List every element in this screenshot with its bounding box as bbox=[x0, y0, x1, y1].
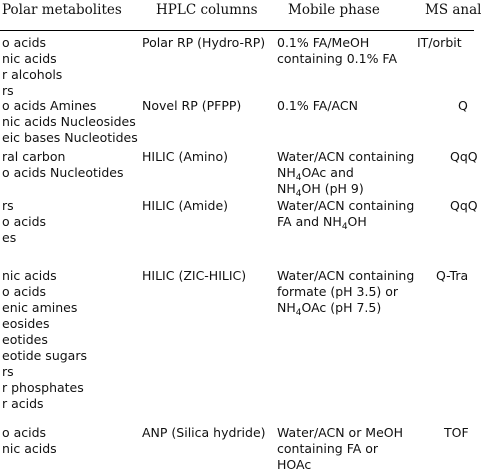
mobile-line: FA and $NH_4OH$ bbox=[277, 214, 367, 232]
row-4-ms: QqQ bbox=[450, 198, 478, 213]
metabolite-item: rs bbox=[2, 83, 14, 98]
mobile-line: $NH_4OAc$ (pH 7.5) bbox=[277, 300, 382, 318]
mobile-line: $NH_4OAc$ and bbox=[277, 165, 354, 183]
mobile-line: Water/ACN containing bbox=[277, 149, 415, 164]
mobile-line: formate (pH 3.5) or bbox=[277, 284, 399, 299]
metabolite-item: nic acids bbox=[2, 441, 57, 456]
mobile-line: Water/ACN containing bbox=[277, 268, 415, 283]
row-6-ms: TOF bbox=[444, 425, 469, 440]
mobile-line: 0.1% FA/MeOH bbox=[277, 35, 370, 50]
row-6-metabolites bbox=[2, 425, 57, 457]
metabolite-item: eotide sugars bbox=[2, 348, 87, 363]
header-mobile-phase: Mobile phase bbox=[288, 2, 380, 18]
metabolite-item: nic acids Nucleosides bbox=[2, 114, 136, 129]
metabolite-item: o acids Nucleotides bbox=[2, 165, 124, 180]
metabolite-item: o acids bbox=[2, 284, 47, 299]
row-1-metabolites bbox=[2, 35, 62, 99]
metabolite-item: r alcohols bbox=[2, 67, 63, 82]
metabolite-item: rs bbox=[2, 198, 14, 213]
metabolite-item: enic amines bbox=[2, 300, 78, 315]
row-4-mobile-phase bbox=[277, 198, 414, 230]
metabolite-item: r acids bbox=[2, 396, 44, 411]
metabolite-item: es bbox=[2, 230, 17, 245]
row-5-metabolites bbox=[2, 268, 87, 412]
metabolite-item: rs bbox=[2, 364, 14, 379]
row-5-column: HILIC (ZIC-HILIC) bbox=[142, 268, 247, 283]
row-2-column: Novel RP (PFPP) bbox=[142, 98, 242, 113]
mobile-line: HOAc bbox=[277, 457, 312, 472]
row-2-mobile-phase bbox=[277, 98, 358, 114]
row-5-mobile-phase bbox=[277, 268, 414, 316]
metabolite-item: ral carbon bbox=[2, 149, 66, 164]
mobile-line: Water/ACN containing bbox=[277, 198, 415, 213]
row-6-mobile-phase bbox=[277, 425, 403, 473]
row-5-ms: Q-Tra bbox=[436, 268, 469, 283]
metabolite-item: eotides bbox=[2, 332, 48, 347]
metabolite-item: r phosphates bbox=[2, 380, 84, 395]
row-6-column: ANP (Silica hydride) bbox=[142, 425, 266, 440]
mobile-line: Water/ACN or MeOH bbox=[277, 425, 404, 440]
metabolite-item: o acids bbox=[2, 35, 47, 50]
row-3-metabolites bbox=[2, 149, 124, 181]
mobile-line: containing FA or bbox=[277, 441, 379, 456]
row-2-metabolites bbox=[2, 98, 138, 146]
metabolite-item: o acids bbox=[2, 214, 47, 229]
row-3-mobile-phase bbox=[277, 149, 414, 197]
metabolite-item: eosides bbox=[2, 316, 50, 331]
mobile-line: containing 0.1% FA bbox=[277, 51, 398, 66]
metabolite-item: nic acids bbox=[2, 268, 57, 283]
header-polar-metabolites: Polar metabolites bbox=[2, 2, 122, 18]
mobile-line: 0.1% FA/ACN bbox=[277, 98, 358, 113]
table-header bbox=[0, 0, 481, 31]
row-1-mobile-phase bbox=[277, 35, 397, 67]
metabolite-item: o acids bbox=[2, 425, 47, 440]
row-4-column: HILIC (Amide) bbox=[142, 198, 229, 213]
row-2-ms: Q bbox=[458, 98, 468, 113]
metabolite-item: nic acids bbox=[2, 51, 57, 66]
header-hplc-columns: HPLC columns bbox=[156, 2, 258, 18]
row-1-column: Polar RP (Hydro-RP) bbox=[142, 35, 266, 50]
row-4-metabolites bbox=[2, 198, 46, 246]
metabolite-item: eic bases Nucleotides bbox=[2, 130, 138, 145]
header-ms-analyzer: MS anal bbox=[425, 2, 481, 18]
row-3-ms: QqQ bbox=[450, 149, 478, 164]
row-1-ms: IT/orbit bbox=[417, 35, 462, 50]
metabolite-item: o acids Amines bbox=[2, 98, 97, 113]
mobile-line: $NH_4OH$ (pH 9) bbox=[277, 181, 364, 199]
row-3-column: HILIC (Amino) bbox=[142, 149, 228, 164]
